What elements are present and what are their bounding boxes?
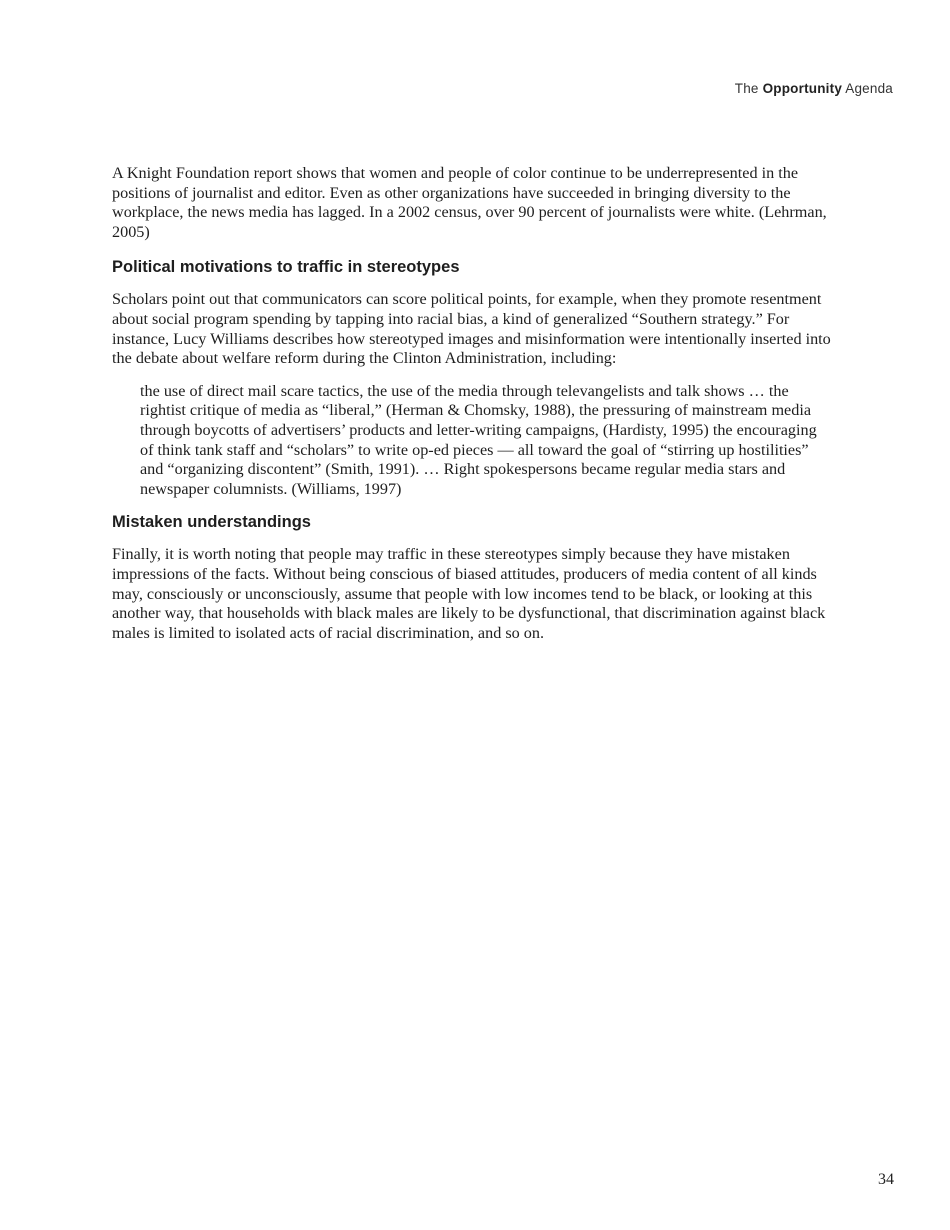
page-number: 34 xyxy=(878,1171,894,1188)
paragraph-knight-foundation: A Knight Foundation report shows that women and people of color continue to be underrepresented in the positions of journalist and editor. Even as other organizations have succeeded in bringing diversity to the workplace, the news media has lagged. In a 2002 census, over 90 percent of journalists were white. (Lehrman, 2005) xyxy=(112,164,827,241)
header-suffix: Agenda xyxy=(845,81,893,96)
running-header xyxy=(735,81,893,96)
paragraph-scholars: Scholars point out that communicators can score political points, for example, when they promote resentment about social program spending by tapping into racial bias, a kind of generalized “Southern strategy.” For instance, Lucy Williams describes how stereotyped images and misinformation were intentionally inserted into the debate about welfare reform during the Clinton Administration, including: xyxy=(112,290,831,368)
block-quote-williams: the use of direct mail scare tactics, the use of the media through televangelists and talk shows … the rightist critique of media as “liberal,” (Herman & Chomsky, 1988), the pressuring of mainstream media through boycotts of advertisers’ products and letter-writing campaigns, (Hardisty, 1995) the encouraging of think tank staff and “scholars” to write op-ed pieces — all toward the goal of “stirring up hostilities” and “organizing discontent” (Smith, 1991). … Right spokespersons became regular media stars and newspaper columnists. (Williams, 1997) xyxy=(140,381,817,498)
header-brand-bold: Opportunity xyxy=(762,81,843,96)
header-prefix: The xyxy=(734,81,759,96)
paragraph-finally: Finally, it is worth noting that people may traffic in these stereotypes simply because they have mistaken impressions of the facts. Without being conscious of biased attitudes, producers of media content of all kinds may, consciously or unconsciously, assume that people with low incomes tend to be black, or looking at this another way, that households with black males are likely to be dysfunctional, that discrimination against black males is limited to isolated acts of racial discrimination, and so on. xyxy=(112,545,826,642)
section-heading-political-motivations: Political motivations to traffic in stereotypes xyxy=(112,258,460,277)
document-body xyxy=(112,164,844,643)
section-heading-mistaken-understandings: Mistaken understandings xyxy=(112,513,311,532)
